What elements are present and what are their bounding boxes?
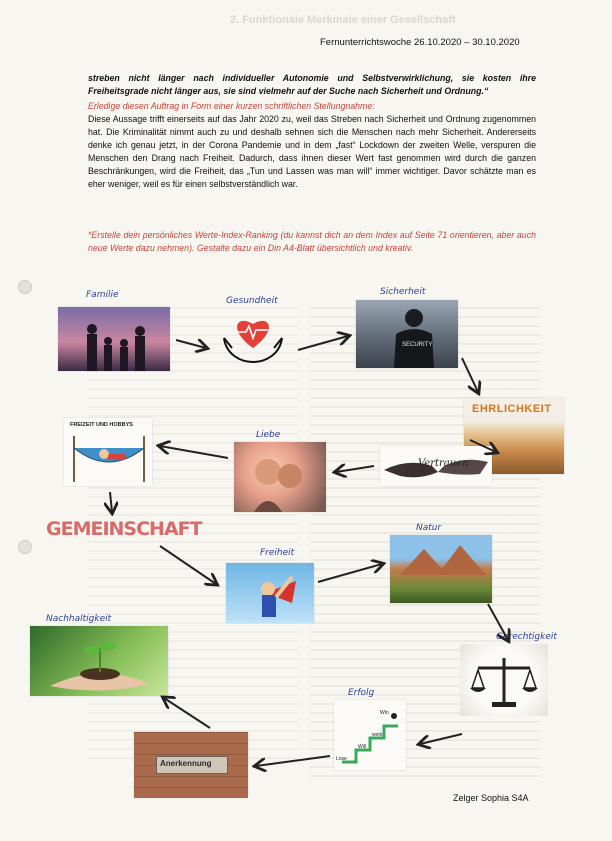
label-sicherheit: Sicherheit xyxy=(380,287,426,297)
label-gesundheit: Gesundheit xyxy=(226,296,278,306)
label-natur: Natur xyxy=(416,523,442,533)
arrow-gesundheit-sicherheit xyxy=(298,336,348,350)
task-ranking-instruction: *Erstelle dein persönliches Werte-Index-Ranking (du kannst dich an dem Index auf Seite 71 orientieren, aber auch neue Werte dazu nehmen). Gestalte dazu ein Din A4-Blatt übersichtlich und kreativ. xyxy=(88,230,536,253)
ehrlichkeit-title: EHRLICHKEIT xyxy=(472,403,552,415)
vertrauen-title: Vertrauen xyxy=(418,458,469,469)
security-jacket-text: SECURITY xyxy=(402,342,433,348)
step-will-text: Will xyxy=(358,744,367,750)
anerkennung-title: Anerkennung xyxy=(160,759,212,768)
label-gerechtigkeit: Gerechtigkeit xyxy=(496,632,557,642)
arrow-freiheit-natur xyxy=(318,564,382,582)
signature: Zelger Sophia S4A xyxy=(453,793,529,803)
arrow-ehrlichkeit-vertrauen xyxy=(470,440,496,452)
step-win-text: Win xyxy=(380,710,389,716)
label-nachhaltigkeit: Nachhaltigkeit xyxy=(46,614,112,624)
arrow-vertrauen-liebe xyxy=(336,466,374,472)
statement-text: Diese Aussage trifft einerseits auf das Jahr 2020 zu, weil das Streben nach Sicherheit und Ordnung zugenommen hat. Die Kriminalität nimmt auch zu und deshalb sehnen sich die Menschen nach mehr Sicherheit. Andererseits denke ich genau jetzt, in der Corona Pandemie und in dem „fast“ Lockdown der zweiten Welle, verspuren die Menschen den Drang nach Freiheit. Dadurch, dass ihnen dieser Wert fast genommen wird durch die ganzen Beschränkungen, wird die Freiheit, das „Tun und Lassen was man will“ immer wichtiger. Davor schätzte man es eher weniger, weil es für einen selbstverständlich war. xyxy=(88,114,536,189)
arrow-anerkennung-nachhaltigkeit xyxy=(164,698,210,728)
quote-text: streben nicht länger nach individueller Autonomie und Selbstverwirklichung, sie kosten ihre Freiheitsgrade nicht länger aus, sie sind vielmehr auf der Suche nach Sicherheit und Ordnung.“ xyxy=(88,73,536,96)
label-liebe: Liebe xyxy=(256,430,281,440)
label-freiheit: Freiheit xyxy=(260,548,295,558)
arrow-gemeinschaft-freiheit xyxy=(160,546,216,584)
arrow-sicherheit-ehrlichkeit xyxy=(462,358,478,392)
arrow-gerechtigkeit-erfolg xyxy=(420,734,462,744)
show-through-text: 2. Funktionale Merkmale einer Gesellschaft xyxy=(230,14,456,26)
label-familie: Familie xyxy=(86,290,119,300)
task-instruction: Erledige diesen Auftrag in Form einer kurzen schriftlichen Stellungnahme: xyxy=(88,101,375,111)
freizeit-title: FREIZEIT UND HOBBYS xyxy=(70,422,133,428)
gemeinschaft-title: GEMEINSCHAFT xyxy=(46,518,202,540)
arrow-liebe-freizeit xyxy=(160,446,228,458)
header-title: Fernunterrichtswoche 26.10.2020 – 30.10.2020 xyxy=(320,37,520,48)
label-erfolg: Erfolg xyxy=(348,688,375,698)
step-work-text: work xyxy=(372,732,383,738)
arrow-natur-gerechtigkeit xyxy=(488,604,508,640)
arrow-familie-gesundheit xyxy=(176,340,206,348)
step-lose-text: Lose xyxy=(336,756,347,762)
arrow-erfolg-anerkennung xyxy=(256,756,330,766)
arrow-freizeit-gemeinschaft xyxy=(110,492,112,512)
